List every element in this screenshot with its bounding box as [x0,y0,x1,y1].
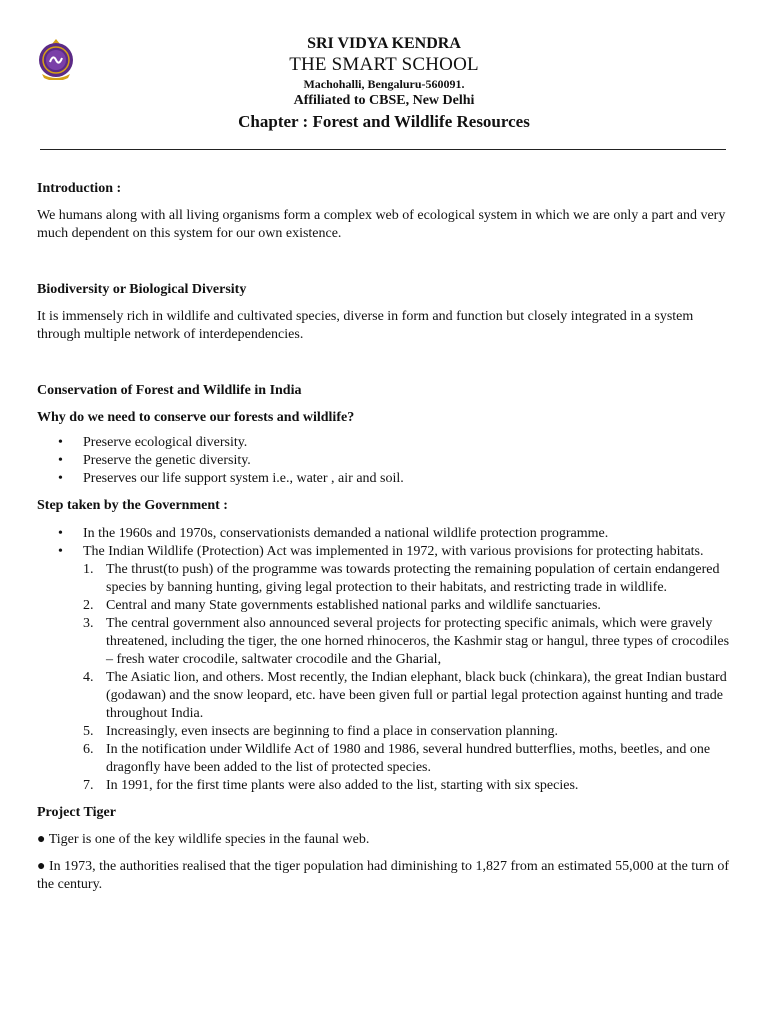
list-item: 6. In the notification under Wildlife Act of 1980 and 1986, several hundred butterflies, moths, beetles, and one dragonfly have been added to the list of protected species. [83,742,711,775]
intro-heading: Introduction : [37,181,122,196]
school-tagline: THE SMART SCHOOL [289,54,479,75]
tiger-paragraph: ● Tiger is one of the key wildlife species in the faunal web. [37,832,370,847]
biodiversity-heading: Biodiversity or Biological Diversity [37,282,247,297]
document-header [0,34,768,134]
list-item: 3. The central government also announced several projects for protecting specific animals, which were gravely threatened, including the tiger, the one horned rhinoceros, the Kashmir stag or hangul, three types of crocodiles – fresh water crocodile, saltwater crocodile and the Gharial, [83,616,730,667]
list-item: • In the 1960s and 1970s, conservationists demanded a national wildlife protection programme. [58,526,609,541]
list-item: • Preserve the genetic diversity. [58,453,251,468]
header-divider [40,149,726,150]
conservation-bullets [37,434,733,488]
bullet-icon: ● [37,859,46,874]
chapter-title: Chapter : Forest and Wildlife Resources [238,112,530,131]
list-item: • Preserves our life support system i.e., water , air and soil. [58,471,404,486]
list-item: 4. The Asiatic lion, and others. Most recently, the Indian elephant, black buck (chinkara), the great Indian bustard (godawan) and the snow leopard, etc. have been given full or partial legal protection against hunting and trade throughout India. [83,670,727,721]
list-item: 7. In 1991, for the first time plants were also added to the list, starting with six species. [83,778,579,793]
school-affiliation: Affiliated to CBSE, New Delhi [293,93,475,108]
government-numbered-list [37,561,733,795]
school-name: SRI VIDYA KENDRA [307,35,461,52]
list-item: • Preserve ecological diversity. [58,435,248,450]
biodiversity-text: It is immensely rich in wildlife and cultivated species, diverse in form and function but closely integrated in a system through multiple network of interdependencies. [37,309,694,342]
bullet-icon: • [58,471,63,486]
bullet-icon: ● [37,832,46,847]
conservation-question: Why do we need to conserve our forests and wildlife? [37,410,355,425]
tiger-paragraph: ● In 1973, the authorities realised that the tiger population had diminishing to 1,827 from an estimated 55,000 at the turn of the century. [37,859,729,892]
bullet-icon: • [58,544,63,559]
government-bullets [37,525,733,561]
bullet-icon: • [58,435,63,450]
government-heading: Step taken by the Government : [37,498,228,513]
bullet-icon: • [58,526,63,541]
list-item: 1. The thrust(to push) of the programme was towards protecting the remaining population of certain endangered species by banning hunting, giving legal protection to their habitats, and restricting trade in wildlife. [83,562,720,595]
tiger-heading: Project Tiger [37,805,116,820]
document-body [37,180,733,894]
list-item: 2. Central and many State governments established national parks and wildlife sanctuaries. [83,598,601,613]
list-item: • The Indian Wildlife (Protection) Act was implemented in 1972, with various provisions for protecting habitats. [58,544,704,559]
bullet-icon: • [58,453,63,468]
intro-text: We humans along with all living organisms form a complex web of ecological system in which we are only a part and very much dependent on this system for our own existence. [37,208,726,241]
list-item: 5. Increasingly, even insects are beginning to find a place in conservation planning. [83,724,558,739]
school-address: Machohalli, Bengaluru-560091. [303,77,465,91]
conservation-heading: Conservation of Forest and Wildlife in India [37,383,302,398]
